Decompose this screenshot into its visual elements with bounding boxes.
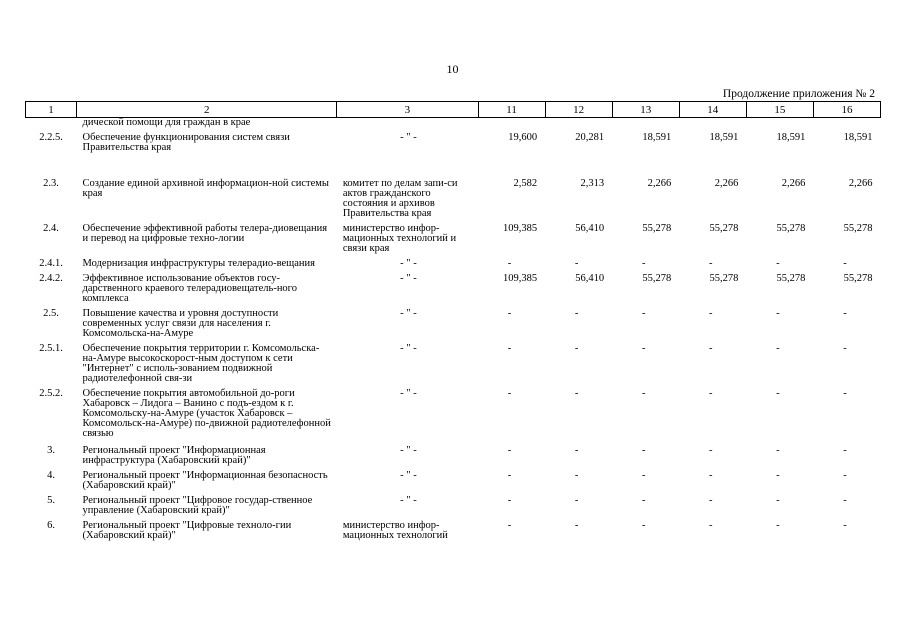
row-value: - (709, 388, 713, 399)
row-executor: министерство инфор-мационных технологий (342, 520, 448, 541)
row-value: - (843, 343, 847, 354)
row-number: 2.5.1. (39, 343, 63, 354)
row-value (746, 118, 813, 129)
row-number: 2.3. (43, 178, 59, 189)
row-executor: - " - (400, 470, 417, 481)
continuation-label: Продолжение приложения № 2 (722, 88, 875, 100)
row-value: - (507, 495, 512, 506)
row-name: Обеспечение функционирования систем связи Правительства края (82, 132, 290, 153)
row-value: - (574, 343, 579, 354)
row-value: - (843, 495, 847, 506)
row-name: Создание единой архивной информацион-ной системы края (82, 178, 329, 199)
row-value: 55,278 (843, 273, 873, 284)
row-value: 55,278 (709, 273, 739, 284)
row-value: - (709, 520, 713, 531)
row-number: 3. (47, 445, 55, 456)
row-value: 55,278 (843, 223, 873, 234)
row-value: - (507, 258, 512, 269)
table-row (26, 466, 881, 491)
row-value: - (776, 495, 780, 506)
row-value: - (641, 470, 646, 481)
appendix-table (25, 101, 881, 541)
row-value: - (776, 520, 780, 531)
row-name: Региональный проект "Цифровое государ-ственное управление (Хабаровский край)" (82, 495, 313, 516)
column-header: 3 (337, 102, 478, 118)
row-value: - (776, 388, 780, 399)
row-number: 2.4.1. (39, 258, 63, 269)
table-row (26, 128, 881, 153)
row-executor: - " - (400, 132, 417, 143)
row-value: 18,591 (709, 132, 739, 143)
table-row (26, 339, 881, 384)
row-value: - (507, 308, 512, 319)
row-value: - (843, 470, 847, 481)
row-value: - (641, 343, 646, 354)
row-value: 19,600 (508, 132, 538, 143)
row-value: - (776, 343, 780, 354)
row-value: 2,266 (781, 178, 806, 189)
row-value: 109,385 (502, 273, 538, 284)
row-number: 2.4. (43, 223, 59, 234)
row-value: 2,266 (714, 178, 739, 189)
row-value: - (776, 258, 780, 269)
row-number: 4. (47, 470, 55, 481)
row-value: - (776, 308, 780, 319)
row-value: 56,410 (575, 273, 605, 284)
row-executor: - " - (400, 258, 417, 269)
row-value: - (574, 520, 579, 531)
row-number: 5. (47, 495, 55, 506)
row-value: - (709, 470, 713, 481)
row-name: Региональный проект "Информационная инфраструктура (Хабаровский край)" (82, 445, 266, 466)
column-header: 11 (478, 102, 545, 118)
column-header: 16 (813, 102, 880, 118)
row-value: 20,281 (575, 132, 605, 143)
row-name: Региональный проект "Информационная безопасность (Хабаровский край)" (82, 470, 328, 491)
table-row (26, 254, 881, 269)
row-value: - (843, 445, 847, 456)
row-executor: министерство инфор-мационных технологий и связи края (342, 223, 457, 254)
row-value: - (574, 258, 579, 269)
table-row (26, 439, 881, 466)
row-value: - (641, 520, 646, 531)
row-executor (337, 118, 478, 129)
row-value: 2,582 (513, 178, 538, 189)
row-value: - (574, 388, 579, 399)
row-number (26, 118, 77, 129)
row-name: Обеспечение эффективной работы телера-диовещания и перевод на цифровые техно-логии (82, 223, 328, 244)
column-header: 15 (746, 102, 813, 118)
row-value: - (843, 388, 847, 399)
row-value: - (641, 308, 646, 319)
row-value: - (507, 445, 512, 456)
row-number: 2.5. (43, 308, 59, 319)
row-value: 18,591 (843, 132, 873, 143)
row-executor: - " - (400, 495, 417, 506)
column-header: 2 (77, 102, 337, 118)
row-value: - (641, 388, 646, 399)
row-value: - (709, 343, 713, 354)
table-row (26, 219, 881, 254)
row-value (478, 118, 545, 129)
row-number: 2.5.2. (39, 388, 63, 399)
table-row (26, 304, 881, 339)
row-name: Модернизация инфраструктуры телерадио-вещания (82, 258, 315, 269)
table-header-row (26, 102, 881, 118)
row-number: 2.4.2. (39, 273, 63, 284)
row-value (612, 118, 679, 129)
page-number: 10 (446, 62, 459, 76)
row-value: - (776, 445, 780, 456)
row-value: 55,278 (642, 223, 672, 234)
row-value: - (507, 520, 512, 531)
row-value: - (843, 308, 847, 319)
row-value: - (641, 258, 646, 269)
row-value: - (574, 495, 579, 506)
row-value: - (709, 258, 713, 269)
row-value: - (843, 258, 847, 269)
row-executor: - " - (400, 445, 417, 456)
row-name: Повышение качества и уровня доступности современных услуг связи для населения г. Комсомольска-на-Амуре (82, 308, 279, 339)
row-value: - (507, 343, 512, 354)
row-name: Региональный проект "Цифровые техноло-гии (Хабаровский край)" (82, 520, 292, 541)
row-executor: комитет по делам запи-си актов гражданского состояния и архивов Правительства края (342, 178, 458, 219)
column-header: 12 (545, 102, 612, 118)
row-executor: - " - (400, 388, 417, 399)
row-value: - (641, 445, 646, 456)
row-value: 55,278 (776, 223, 806, 234)
row-name: дической помощи для граждан в крае (82, 117, 251, 128)
row-value: - (574, 308, 579, 319)
row-value: - (507, 470, 512, 481)
row-value: - (574, 470, 579, 481)
row-value: - (709, 495, 713, 506)
table-row (26, 384, 881, 439)
column-header: 1 (26, 102, 77, 118)
row-value: 18,591 (776, 132, 806, 143)
row-value: 55,278 (776, 273, 806, 284)
table-row (26, 516, 881, 541)
row-value: 2,266 (647, 178, 672, 189)
table-row (26, 269, 881, 304)
table-row (26, 153, 881, 219)
column-header: 14 (679, 102, 746, 118)
row-value: - (507, 388, 512, 399)
row-value: 55,278 (709, 223, 739, 234)
table-row (26, 118, 881, 129)
row-value: - (776, 470, 780, 481)
row-value (679, 118, 746, 129)
row-value: - (709, 308, 713, 319)
row-name: Обеспечение покрытия автомобильной до-роги Хабаровск – Лидога – Ванино с подъ-ездом к г. Комсомольску-на-Амуре (участок Хабаровск – Комсомольск-на-Амуре) по-движной радиотелефонной связью (82, 388, 331, 439)
row-number: 6. (47, 520, 55, 531)
row-value: 56,410 (575, 223, 605, 234)
column-header: 13 (612, 102, 679, 118)
row-name: Эффективное использование объектов госу-дарственного краевого телерадиовещатель-ного комплекса (82, 273, 297, 304)
row-value: - (574, 445, 579, 456)
row-value: 2,313 (580, 178, 605, 189)
row-value: 55,278 (642, 273, 672, 284)
row-executor: - " - (400, 343, 417, 354)
row-value: 2,266 (848, 178, 873, 189)
row-number: 2.2.5. (39, 132, 63, 143)
row-value (545, 118, 612, 129)
row-value: 18,591 (642, 132, 672, 143)
row-value: - (709, 445, 713, 456)
row-value: 109,385 (502, 223, 538, 234)
table-row (26, 491, 881, 516)
row-value (813, 118, 880, 129)
row-value: - (641, 495, 646, 506)
row-value: - (843, 520, 847, 531)
row-name: Обеспечение покрытия территории г. Комсомольска-на-Амуре высокоскорост-ным доступом к сети "Интернет" с исполь-зованием подвижной радиотелефонной свя-зи (82, 343, 320, 384)
row-executor: - " - (400, 308, 417, 319)
row-executor: - " - (400, 273, 417, 284)
